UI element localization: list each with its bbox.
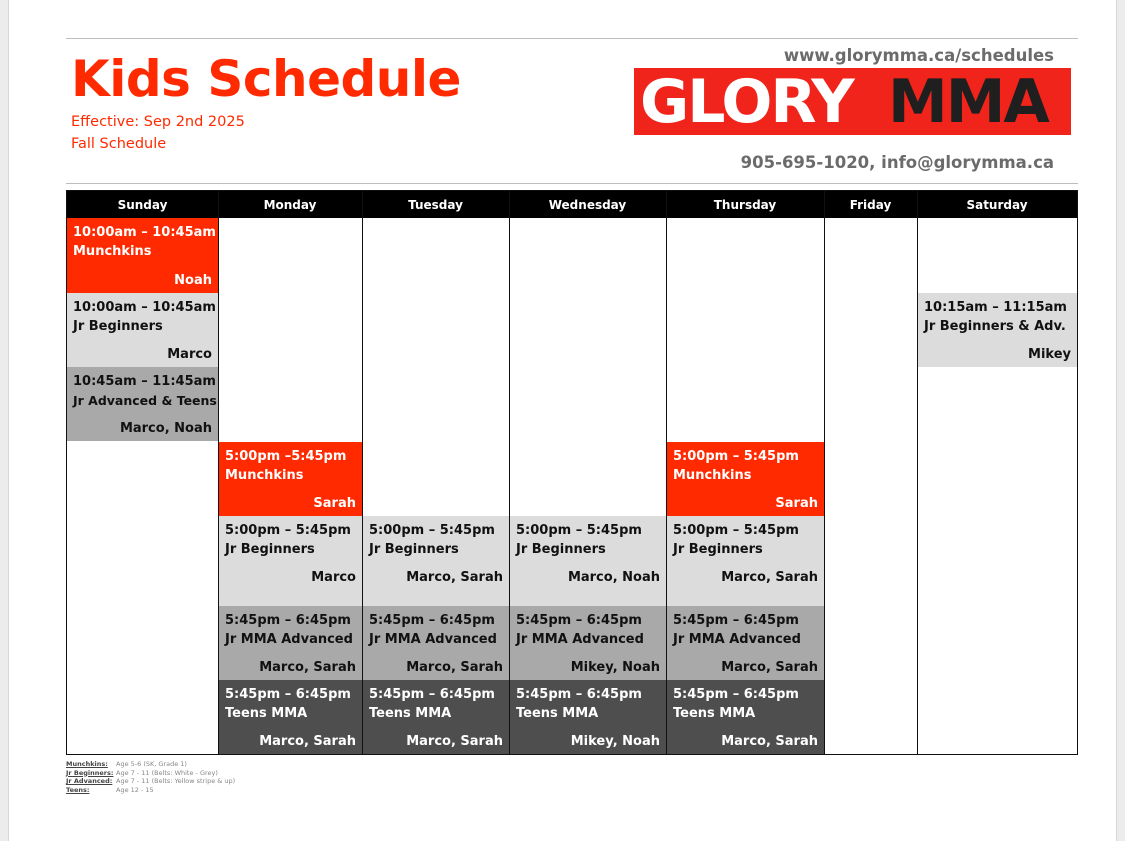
legend-term: Jr Advanced: [66, 777, 113, 785]
day-header-tuesday: Tuesday [362, 191, 509, 218]
class-block-wednesday-jr-mma-advanced [510, 606, 666, 680]
header-divider [66, 183, 1078, 184]
class-time: 5:45pm – 6:45pm [369, 687, 495, 702]
class-block-thursday-jr-beginners [667, 516, 824, 606]
class-name: Jr MMA Advanced [369, 632, 497, 647]
day-header-sunday: Sunday [67, 191, 218, 218]
day-header-friday: Friday [824, 191, 917, 218]
class-time: 5:45pm – 6:45pm [516, 687, 642, 702]
class-block-monday-teens-mma [219, 680, 362, 754]
weekly-schedule [66, 190, 1078, 755]
class-time: 5:00pm – 5:45pm [673, 449, 799, 464]
contact-info: 905-695-1020, info@glorymma.ca [740, 153, 1054, 172]
class-name: Jr MMA Advanced [516, 632, 644, 647]
class-block-saturday-jr-beginners-adv [918, 293, 1077, 367]
class-time: 10:00am – 10:45am [73, 300, 216, 315]
class-name: Jr Beginners [225, 542, 315, 557]
page-title: Kids Schedule [71, 50, 461, 108]
class-time: 10:00am – 10:45am [73, 225, 216, 240]
top-divider [66, 38, 1078, 39]
class-legend [66, 760, 235, 794]
day-header-monday: Monday [218, 191, 362, 218]
legend-row [66, 777, 235, 786]
class-coach: Marco, Sarah [259, 660, 356, 675]
class-time: 5:45pm – 6:45pm [673, 687, 799, 702]
legend-definition: Age 12 - 15 [116, 785, 154, 794]
class-name: Jr MMA Advanced [225, 632, 353, 647]
class-block-thursday-jr-mma-advanced [667, 606, 824, 680]
class-coach: Noah [174, 273, 212, 288]
legend-definition: Age 5-6 (SK, Grade 1) [116, 760, 187, 768]
schedule-url[interactable]: www.glorymma.ca/schedules [783, 46, 1054, 65]
class-name: Jr Beginners [516, 542, 606, 557]
class-time: 5:45pm – 6:45pm [369, 613, 495, 628]
legend-term: Munchkins: [66, 760, 108, 768]
class-time: 5:45pm – 6:45pm [225, 687, 351, 702]
class-coach: Marco, Sarah [721, 570, 818, 585]
class-coach: Mikey, Noah [570, 734, 660, 749]
class-coach: Mikey [1028, 347, 1071, 362]
class-name: Munchkins [73, 244, 152, 259]
class-time: 5:00pm –5:45pm [225, 449, 347, 464]
class-time: 5:45pm – 6:45pm [516, 613, 642, 628]
class-time: 5:45pm – 6:45pm [225, 613, 351, 628]
class-name: Teens MMA [673, 706, 756, 721]
class-coach: Sarah [775, 496, 818, 511]
class-time: 10:45am – 11:45am [73, 374, 216, 389]
class-name: Jr Beginners [673, 542, 763, 557]
legend-row [66, 760, 235, 769]
class-time: 10:15am – 11:15am [924, 300, 1067, 315]
class-block-sunday-jr-beginners [67, 293, 218, 367]
season-label: Fall Schedule [71, 136, 167, 152]
legend-term: Teens: [66, 785, 90, 794]
class-coach: Marco, Sarah [721, 734, 818, 749]
class-name: Teens MMA [225, 706, 308, 721]
class-coach: Marco, Sarah [259, 734, 356, 749]
effective-date: Effective: Sep 2nd 2025 [71, 114, 245, 130]
schedule-page [8, 0, 1117, 841]
class-coach: Marco [167, 347, 212, 362]
class-block-tuesday-teens-mma [363, 680, 509, 754]
class-time: 5:00pm – 5:45pm [516, 523, 642, 538]
class-time: 5:00pm – 5:45pm [673, 523, 799, 538]
class-coach: Marco, Noah [119, 421, 212, 436]
legend-row [66, 786, 235, 795]
class-name: Jr Beginners [369, 542, 459, 557]
class-name: Jr Beginners & Adv. [924, 319, 1066, 334]
class-block-sunday-jr-advanced-teens [67, 367, 218, 441]
class-coach: Marco [311, 570, 356, 585]
class-name: Munchkins [225, 468, 304, 483]
glory-mma-logo [634, 68, 1071, 135]
class-name: Munchkins [673, 468, 752, 483]
class-block-monday-munchkins [219, 442, 362, 516]
class-block-thursday-teens-mma [667, 680, 824, 754]
class-block-tuesday-jr-beginners [363, 516, 509, 606]
class-coach: Mikey, Noah [570, 660, 660, 675]
column-divider [824, 191, 825, 754]
legend-row [66, 769, 235, 778]
day-header-thursday: Thursday [666, 191, 824, 218]
class-block-wednesday-teens-mma [510, 680, 666, 754]
class-name: Jr Advanced & Teens [73, 393, 217, 408]
class-name: Teens MMA [516, 706, 599, 721]
class-name: Jr MMA Advanced [673, 632, 801, 647]
class-coach: Sarah [313, 496, 356, 511]
legend-term: Jr Beginners: [66, 768, 114, 777]
class-coach: Marco, Sarah [721, 660, 818, 675]
class-block-tuesday-jr-mma-advanced [363, 606, 509, 680]
column-divider [917, 191, 918, 754]
class-time: 5:45pm – 6:45pm [673, 613, 799, 628]
class-coach: Marco, Noah [567, 570, 660, 585]
class-block-wednesday-jr-beginners [510, 516, 666, 606]
class-name: Jr Beginners [73, 319, 163, 334]
class-block-thursday-munchkins [667, 442, 824, 516]
class-name: Teens MMA [369, 706, 452, 721]
legend-definition: Age 7 - 11 (Belts: Yellow stripe & up) [116, 777, 236, 785]
class-block-monday-jr-mma-advanced [219, 606, 362, 680]
class-coach: Marco, Sarah [406, 660, 503, 675]
class-coach: Marco, Sarah [406, 734, 503, 749]
class-time: 5:00pm – 5:45pm [369, 523, 495, 538]
class-time: 5:00pm – 5:45pm [225, 523, 351, 538]
legend-definition: Age 7 - 11 (Belts: White - Grey) [116, 768, 218, 777]
class-block-monday-jr-beginners [219, 516, 362, 606]
logo-word-glory: GLORY [640, 68, 853, 135]
class-block-sunday-munchkins [67, 218, 218, 293]
day-header-saturday: Saturday [917, 191, 1077, 218]
logo-word-mma: MMA [888, 68, 1048, 135]
class-coach: Marco, Sarah [406, 570, 503, 585]
day-header-wednesday: Wednesday [509, 191, 666, 218]
